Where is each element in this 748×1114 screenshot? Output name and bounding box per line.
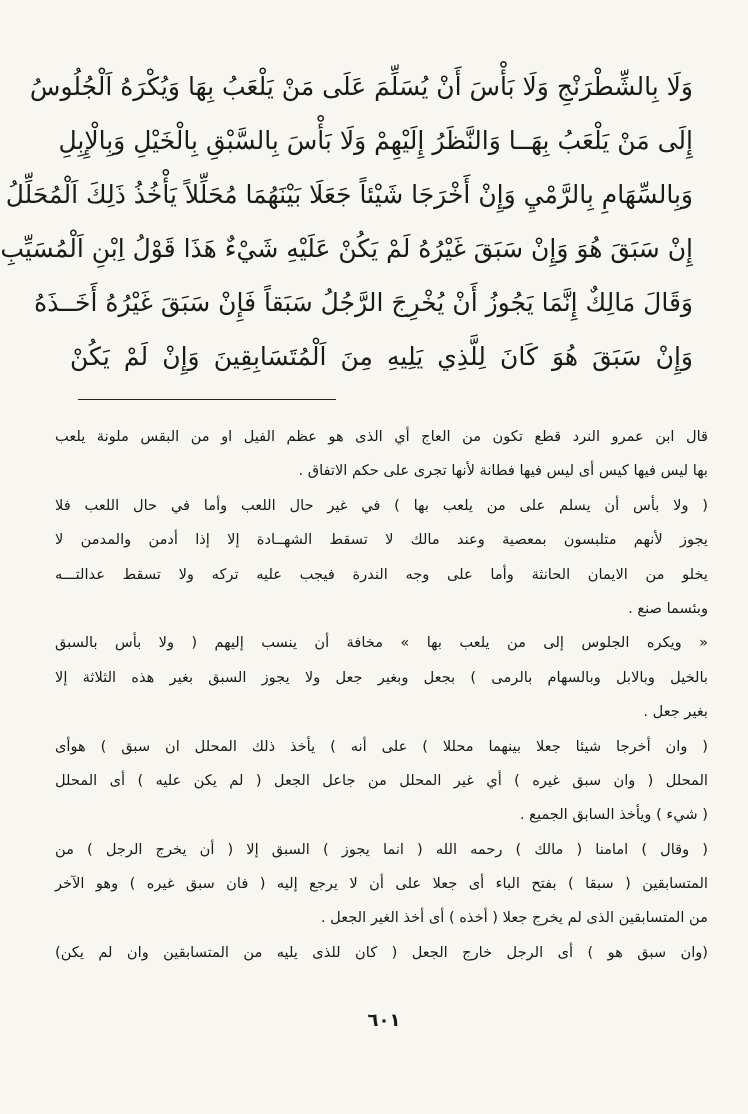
commentary-line: ( شيء ) ويأخذ السابق الجميع .	[519, 806, 708, 824]
commentary-line: ( ولا بأس أن يسلم على من يلعب بها ) في غير حال اللعب وأما في حال اللعب فلا	[55, 496, 708, 514]
commentary-line: (وان سبق هو ) أى الرجل خارج الجعل ( كان للذى يليه من المتسابقين وان لم يكن)	[55, 943, 708, 961]
main-text-line: وَبِالسِّهَامِ بِالرَّمْيِ وَإِنْ أَخْرَجَا شَيْئاً جَعَلَا بَيْنَهُمَا مُحَلِّلاً يَأْخُذُ ذَلِكَ اَلْمُحَلِّلُ	[5, 180, 693, 209]
commentary-line: قال ابن عمرو النرد قطع تكون من العاج أي الذى هو عظم الفيل او من البقس ملونة يلعب	[55, 428, 708, 445]
page-number: ٦٠١	[367, 1010, 401, 1031]
commentary-line: يجوز لأنهم متلبسون بمعصية وعند مالك لا تسقط الشهــادة إلا إذا أدمن والمدمن لا	[55, 531, 708, 549]
main-text-line: وَقَالَ مَالِكٌ إِنَّمَا يَجُوزُ أَنْ يُخْرِجَ الرَّجُلُ سَبَقاً فَإِنْ سَبَقَ غَيْرُهُ أَخَــذَهُ	[34, 288, 693, 317]
commentary-line: المتسابقين ( سبقا ) بفتح الباء أى جعلا على أن لا يرجع إليه ( فان سبق غيره ) وهو الآخر	[55, 875, 708, 893]
section-divider	[78, 399, 336, 400]
main-text-line: وَلَا بِالشِّطْرَنْجِ وَلَا بَأْسَ أَنْ يُسَلِّمَ عَلَى مَنْ يَلْعَبُ بِهَا وَيُكْرَهُ اَلْجُلُوسُ	[29, 72, 693, 101]
commentary-line: بها ليس فيها كيس أى ليس فيها فطانة لأنها تجرى على حكم الاتفاق .	[298, 462, 708, 480]
commentary-line: ( وان أخرجا شيئا جعلا بينهما محللا ) على أنه ) يأخذ ذلك المحلل ان سبق ) هوأى	[55, 737, 708, 755]
commentary-line: المحلل ( وان سبق غيره ) أي غير المحلل من جاعل الجعل ( لم يكن عليه ) أى المحلل	[55, 771, 708, 789]
commentary-block	[55, 420, 708, 970]
commentary-line: يخلو من الايمان الحانثة وأما على وجه الندرة فيجب عليه تركه ولا تسقط عدالتـــه	[55, 565, 708, 583]
commentary-line: « ويكره الجلوس إلى من يلعب بها » مخافة أن ينسب إليهم ( ولا بأس بالسبق	[55, 634, 708, 652]
commentary-line: ( وقال ) امامنا ( مالك ) رحمه الله ( انما يجوز ) السبق إلا ( أن يخرج الرجل ) من	[55, 840, 708, 858]
commentary-line: وبئسما صنع .	[628, 599, 708, 617]
commentary-line: بالخيل وبالابل وبالسهام بالرمى ) بجعل وبغير جعل ولا يجوز السبق بغير هذه الثلاثة إلا	[55, 668, 708, 686]
commentary-line: بغير جعل .	[643, 703, 708, 721]
main-text-line: وَإِنْ سَبَقَ هُوَ كَانَ لِلَّذِي يَلِيهِ مِنَ اَلْمُتَسَابِقِينَ وَإِنْ لَمْ يَكُنْ	[70, 342, 693, 371]
main-text-line: إِلَى مَنْ يَلْعَبُ بِهَــا وَالنَّظَرُ إِلَيْهِمْ وَلَا بَأْسَ بِالسَّبْقِ بِالْخَيْلِ وَبِالْإِبِلِ	[58, 126, 693, 155]
main-text-line: إِنْ سَبَقَ هُوَ وَإِنْ سَبَقَ غَيْرُهُ لَمْ يَكُنْ عَلَيْهِ شَيْءٌ هَذَا قَوْلُ اِبْنِ اَلْمُسَيِّبِ	[0, 234, 693, 263]
commentary-line: من المتسابقين الذى لم يخرج جعلا ( أخذه ) أى أخذ الغير الجعل .	[320, 909, 708, 927]
main-text-block	[0, 60, 693, 384]
